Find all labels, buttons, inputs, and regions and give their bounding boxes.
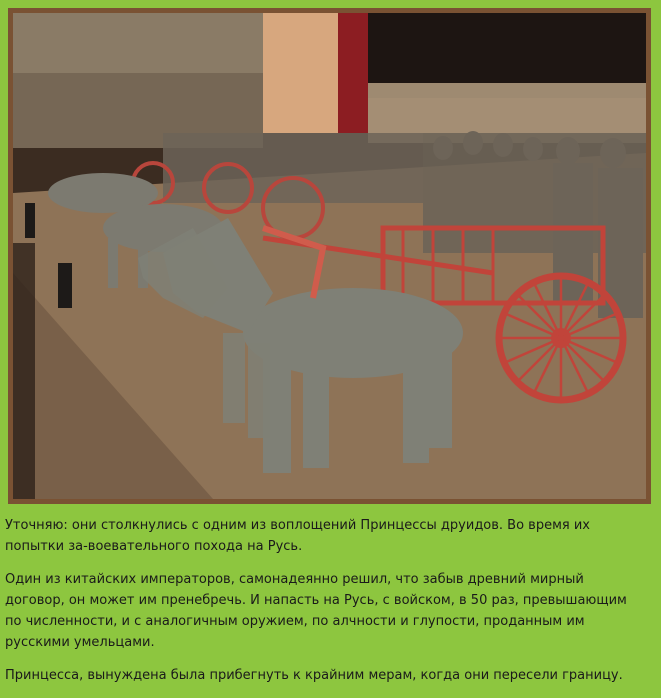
rope-post: [58, 263, 72, 308]
paragraph-1: Уточняю: они столкнулись с одним из воплощений Принцессы друидов. Во время их попытки за-воевательного похода на Русь.: [5, 518, 590, 554]
pale-wall: [263, 13, 338, 133]
photo-frame: [8, 8, 651, 504]
story-text: [5, 515, 635, 698]
paragraph-2: Один из китайских императоров, самонадеянно решил, что забыв древний мирный договор, он может им пренебречь. И напасть на Русь, с войском, в 50 раз, превышающим по численности, и с аналогичным оружием, по алчности и глупости, проданным им русскими умельцами.: [5, 572, 627, 650]
terracotta-army-photo: [13, 13, 646, 499]
paragraph-3: Принцесса, вынуждена была прибегнуть к крайним мерам, когда они пересели границу.: [5, 668, 623, 683]
terracotta-scene: [13, 13, 646, 499]
red-pillar: [338, 13, 368, 133]
